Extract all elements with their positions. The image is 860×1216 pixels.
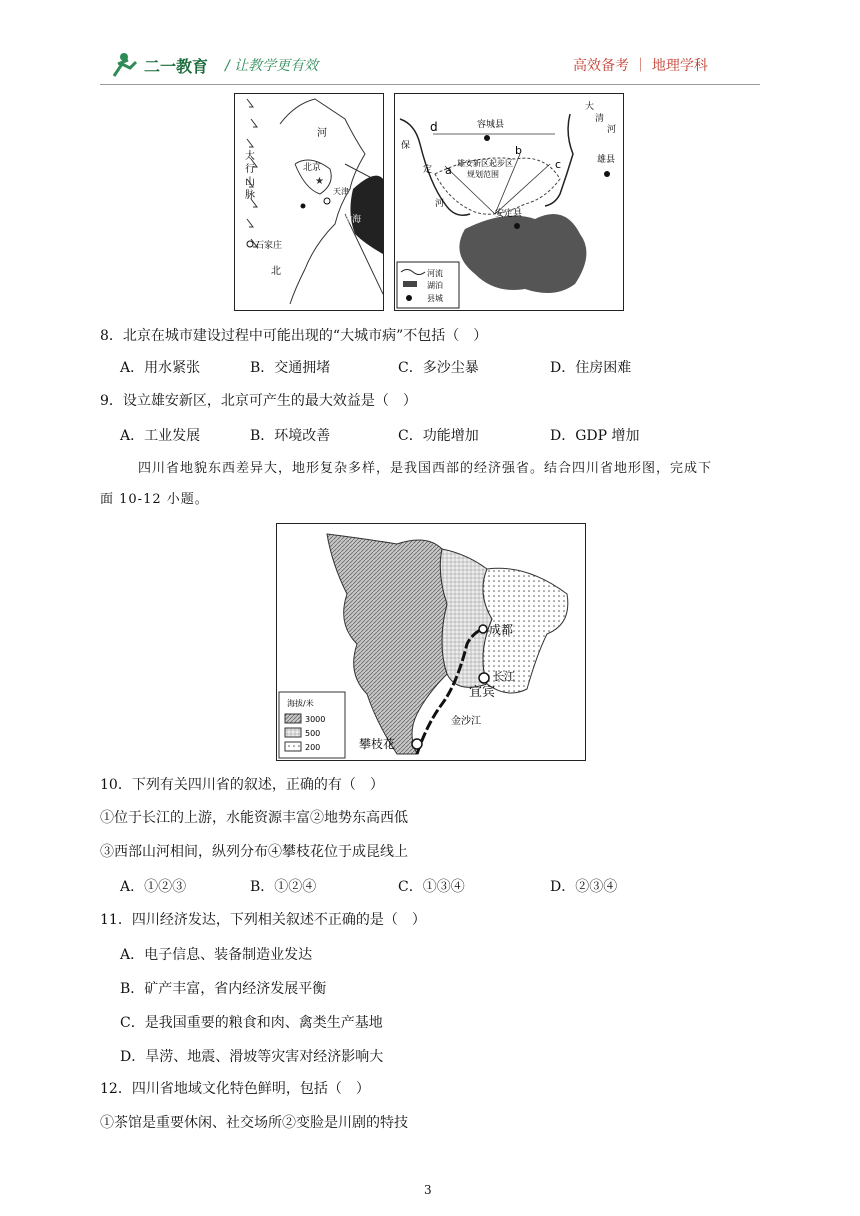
header-divider xyxy=(100,84,760,85)
question-8: 8．北京在城市建设过程中可能出现的“大城市病”不包括（ ） xyxy=(100,328,488,344)
runner-icon xyxy=(108,50,218,80)
svg-text:a: a xyxy=(445,164,452,177)
svg-text:清: 清 xyxy=(595,114,605,124)
svg-text:攀枝花: 攀枝花 xyxy=(359,737,396,751)
svg-text:北京: 北京 xyxy=(303,163,322,173)
svg-text:容城县: 容城县 xyxy=(477,120,505,130)
q8-option-a[interactable]: A．用水紧张 xyxy=(120,360,201,376)
q8-option-b[interactable]: B．交通拥堵 xyxy=(250,360,331,376)
header-subject: 高效备考 ｜ 地理学科 xyxy=(573,58,708,74)
svg-text:河: 河 xyxy=(607,125,617,135)
svg-text:天津: 天津 xyxy=(333,187,349,196)
svg-text:长江: 长江 xyxy=(493,670,515,683)
svg-text:县城: 县城 xyxy=(427,294,443,303)
svg-text:500: 500 xyxy=(305,729,321,738)
svg-text:c: c xyxy=(555,158,562,171)
svg-text:湖泊: 湖泊 xyxy=(427,281,443,290)
svg-text:宜宾: 宜宾 xyxy=(469,685,496,700)
svg-text:金沙江: 金沙江 xyxy=(451,716,481,727)
svg-text:太: 太 xyxy=(245,151,255,162)
svg-text:渤海: 渤海 xyxy=(343,215,362,225)
svg-text:河: 河 xyxy=(435,199,445,209)
question-11: 11．四川经济发达，下列相关叙述不正确的是（ ） xyxy=(100,912,426,928)
q10-option-c[interactable]: C．①③④ xyxy=(398,879,465,895)
q11-option-d[interactable]: D．旱涝、地震、滑坡等灾害对经济影响大 xyxy=(120,1049,384,1065)
svg-text:石家庄: 石家庄 xyxy=(255,241,283,251)
logo-text: 二一教育 xyxy=(144,57,209,76)
q8-option-c[interactable]: C．多沙尘暴 xyxy=(398,360,479,376)
svg-text:大: 大 xyxy=(585,102,595,112)
svg-text:河流: 河流 xyxy=(427,269,443,278)
q9-option-d[interactable]: D．GDP 增加 xyxy=(550,428,640,444)
q8-option-d[interactable]: D．住房困难 xyxy=(550,360,632,376)
svg-text:保: 保 xyxy=(401,141,411,151)
q9-option-a[interactable]: A．工业发展 xyxy=(120,428,201,444)
svg-text:d: d xyxy=(430,120,438,134)
svg-text:200: 200 xyxy=(305,743,321,752)
svg-text:北: 北 xyxy=(271,266,281,277)
map-sichuan xyxy=(276,523,586,761)
svg-text:规划范围: 规划范围 xyxy=(467,170,499,179)
map-xiongan xyxy=(394,93,624,311)
svg-text:雄安新区起步区: 雄安新区起步区 xyxy=(457,159,513,168)
svg-text:海拔/米: 海拔/米 xyxy=(287,699,314,708)
q10-option-b[interactable]: B．①②④ xyxy=(250,879,317,895)
star-icon: ★ xyxy=(315,176,324,187)
q10-option-a[interactable]: A．①②③ xyxy=(120,879,187,895)
svg-text:山: 山 xyxy=(245,177,255,188)
q9-option-c[interactable]: C．功能增加 xyxy=(398,428,479,444)
svg-text:b: b xyxy=(515,144,522,157)
header-slogan: / 让教学更有效 xyxy=(225,58,319,74)
svg-text:定: 定 xyxy=(423,165,433,175)
svg-text:脉: 脉 xyxy=(245,190,255,201)
svg-text:安定县: 安定县 xyxy=(495,209,523,219)
svg-text:行: 行 xyxy=(245,164,255,175)
question-12: 12．四川省地域文化特色鲜明，包括（ ） xyxy=(100,1081,370,1097)
page-number: 3 xyxy=(424,1183,432,1197)
question-10: 10．下列有关四川省的叙述，正确的有（ ） xyxy=(100,777,384,793)
q11-option-c[interactable]: C．是我国重要的粮食和肉、禽类生产基地 xyxy=(120,1015,383,1031)
question-9: 9．设立雄安新区，北京可产生的最大效益是（ ） xyxy=(100,393,417,409)
intro-line-1: 四川省地貌东西差异大，地形复杂多样，是我国西部的经济强省。结合四川省地形图，完成下 xyxy=(138,461,713,476)
brand-logo xyxy=(108,50,218,80)
map-north-china xyxy=(234,93,384,311)
intro-line-2: 面 10-12 小题。 xyxy=(100,492,209,507)
svg-text:雄县: 雄县 xyxy=(597,155,616,165)
svg-text:3000: 3000 xyxy=(305,715,326,724)
q10-option-d[interactable]: D．②③④ xyxy=(550,879,618,895)
q10-statement-2: ③西部山河相间，纵列分布④攀枝花位于成昆线上 xyxy=(100,844,408,860)
q9-option-b[interactable]: B．环境改善 xyxy=(250,428,331,444)
q11-option-a[interactable]: A．电子信息、装备制造业发达 xyxy=(120,947,313,963)
svg-text:河: 河 xyxy=(317,128,327,139)
q12-statement-1: ①茶馆是重要休闲、社交场所②变脸是川剧的特技 xyxy=(100,1115,408,1131)
svg-text:成都: 成都 xyxy=(489,623,514,637)
q10-statement-1: ①位于长江的上游，水能资源丰富②地势东高西低 xyxy=(100,810,408,826)
q11-option-b[interactable]: B．矿产丰富，省内经济发展平衡 xyxy=(120,981,327,997)
